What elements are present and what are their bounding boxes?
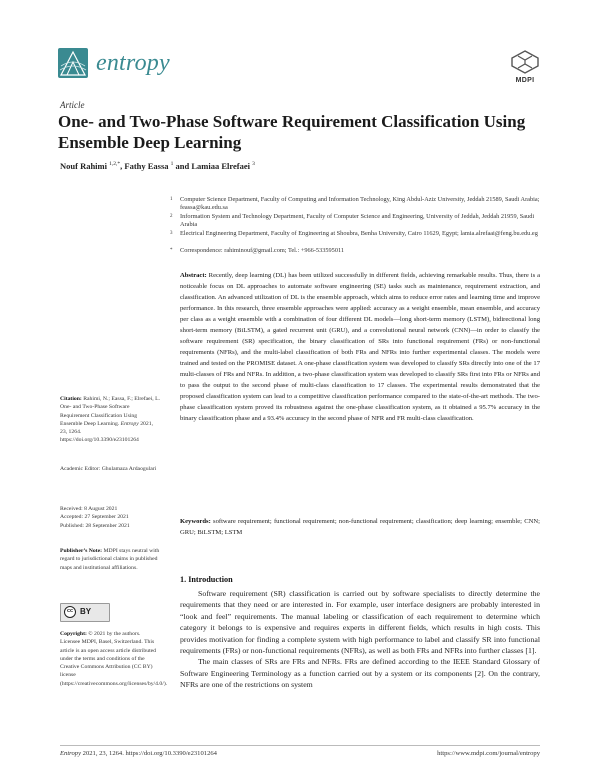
paper-title: One- and Two-Phase Software Requirement Classification Using Ensemble Deep Learning bbox=[58, 112, 526, 152]
correspondence bbox=[170, 247, 540, 255]
affiliation-text: Information System and Technology Department, Faculty of Computer Science and Engineering, University of Jeddah, Jeddah 21959, Saudi Arabia bbox=[180, 213, 535, 229]
keywords-label: Keywords: bbox=[180, 518, 211, 525]
citation-text: Rahimi, N.; Eassa, F.; Elrefaei, L. One- and Two-Phase Software Requirement Classification Using Ensemble Deep Learning. bbox=[60, 396, 161, 427]
journal-name: entropy bbox=[96, 50, 170, 76]
publisher-note-label: Publisher’s Note: bbox=[60, 548, 103, 554]
affiliation-text: Computer Science Department, Faculty of Computing and Information Technology, King Abdul-Aziz University, Jeddah 21589, Saudi Arabia; feassa@kau.edu.sa bbox=[180, 196, 540, 212]
article-type: Article bbox=[60, 100, 85, 110]
editor-name: Ghulamaza Ardaogulari bbox=[100, 466, 157, 472]
affiliation bbox=[170, 213, 540, 230]
cc-by-license-badge[interactable] bbox=[60, 603, 110, 622]
footer-citation bbox=[60, 750, 217, 757]
affiliation bbox=[170, 230, 540, 238]
footer-journal-url[interactable]: https://www.mdpi.com/journal/entropy bbox=[437, 750, 540, 757]
journal-logo-icon bbox=[58, 48, 88, 78]
copyright-block bbox=[60, 630, 168, 688]
keywords bbox=[180, 516, 540, 538]
dates bbox=[60, 505, 160, 530]
footer-journal: Entropy bbox=[60, 750, 81, 757]
copyright-label: Copyright: bbox=[60, 631, 87, 637]
publisher-note-text: MDPI stays neutral with regard to jurisdictional claims in published maps and institutional affiliations. bbox=[60, 548, 160, 571]
editor-label: Academic Editor: bbox=[60, 466, 101, 472]
section-body bbox=[180, 588, 540, 691]
publisher-logo-icon bbox=[510, 50, 540, 74]
author-affiliation-marker: 1 bbox=[170, 161, 174, 168]
author-separator: , bbox=[120, 161, 125, 171]
footer-divider bbox=[60, 745, 540, 746]
paragraph: Software requirement (SR) classification is carried out by software specialists to directly determine the requirements that they need or are interested in. For example, user interface designers are probably interested in “look and feel” requirements. The manual labeling or classification of each requirement to determine which category it belongs to is expensive and requires experts in different fields, which results in high costs. This provides motivation for finding a complete system with high performance to label and classify SR into functional requirements (FRs) or non-functional requirements (NFRs), as well as both FRs and NFRs into further classes [1]. bbox=[180, 589, 540, 656]
author-list bbox=[60, 161, 255, 171]
citation-doi: 2021, 23, 1264. https://doi.org/10.3390/e23101264 bbox=[60, 420, 153, 444]
copyright-text: © 2021 by the authors. Licensee MDPI, Basel, Switzerland. This article is an open access article distributed under the terms and conditions of the Creative Commons Attribution (CC BY) license (https://creativecommons.org/licenses/by/4.0/). bbox=[60, 631, 168, 687]
author-separator: and bbox=[173, 161, 192, 171]
abstract-label: Abstract: bbox=[180, 272, 207, 279]
accepted-date: Accepted: 27 September 2021 bbox=[60, 514, 129, 521]
affiliation-text: Electrical Engineering Department, Faculty of Engineering at Shoubra, Benha University, Cairo 11629, Egypt; lamia.alrefaai@feng.bu.edu.eg bbox=[180, 230, 538, 237]
affiliation-number: 3 bbox=[170, 231, 173, 236]
abstract-text: Recently, deep learning (DL) has been utilized successfully in different fields, achieving remarkable results. Thus, there is a noticeable focus on DL approaches to automate software engineering (SE) tasks such as maintenance, requirement extraction, and classification. An advanced utilization of DL is the ensemble approach, which aims to reduce error rates and learning time and improve performance. In this research, three ensemble approaches were applied: accuracy as a weight ensemble, mean ensemble, and accuracy per class as a weight ensemble with a combination of four different DL models—long short-term memory (LSTM), bidirectional long short-term memory (BiLSTM), a gated recurrent unit (GRU), and a convolutional neural network (CNN)—in order to classify the software requirement (SR) specification, the binary classification of SRs into functional requirement (FRs) or non-functional requirements (NFRs), and the multi-label classification of both FRs and NFRs into further experimental classes. The models were trained and tested on the PROMISE dataset. A one-phase classification system was developed to classify SRs directly into one of the 17 multi-classes of FRs and NFRs. In addition, a two-phase classification system was developed to classify SRs first into FRs or NFRs and to pass the output to the second phase of multi-class classification to 17 classes. The experimental results demonstrated that the proposed classification system can lead to a competitive classification performance compared to the state-of-the-art methods. The two-phase classification system proved its robustness against the one-phase classification system, as it obtained a 95.7% accuracy in the binary classification phase and a 93.4% accuracy in the second phase of NFR and FR multi-class classification. bbox=[180, 272, 540, 422]
publisher-note bbox=[60, 547, 160, 572]
author-name: Fathy Eassa bbox=[124, 161, 169, 171]
correspondence-text: Correspondence: rahiminouf@gmail.com; Tel.: +966-533595011 bbox=[180, 247, 345, 254]
citation-journal: Entropy bbox=[120, 420, 139, 427]
affiliation-number: 2 bbox=[170, 214, 173, 219]
affiliation-number: 1 bbox=[170, 197, 173, 202]
published-date: Published: 28 September 2021 bbox=[60, 522, 130, 529]
cc-by-label: BY bbox=[80, 607, 92, 616]
author-affiliation-marker: 1,2,* bbox=[109, 161, 121, 168]
abstract bbox=[180, 270, 540, 424]
citation-label: Citation: bbox=[60, 396, 82, 402]
author-name: Lamiaa Elrefaei bbox=[191, 161, 251, 171]
author-name: Nouf Rahimi bbox=[60, 161, 107, 171]
correspondence-marker: * bbox=[170, 248, 173, 253]
paragraph: The main classes of SRs are FRs and NFRs. FRs are defined according to the IEEE Standard Glossary of Software Engineering Terminology as a function carried out by a system or its components [2]. On the contrary, NFRs are one of the restrictions on system bbox=[180, 657, 540, 690]
author-affiliation-marker: 3 bbox=[252, 161, 255, 168]
section-heading: 1. Introduction bbox=[180, 575, 233, 584]
affiliation bbox=[170, 196, 540, 213]
academic-editor bbox=[60, 465, 160, 473]
footer-doi: 2021, 23, 1264. https://doi.org/10.3390/e23101264 bbox=[81, 750, 217, 757]
citation-block bbox=[60, 395, 160, 445]
publisher-name: MDPI bbox=[515, 77, 535, 84]
creative-commons-icon: cc bbox=[64, 606, 76, 618]
keywords-text: software requirement; functional requirement; non-functional requirement; classification; deep learning; ensemble; CNN; GRU; BiLSTM; LSTM bbox=[180, 518, 540, 536]
received-date: Received: 8 August 2021 bbox=[60, 506, 118, 512]
